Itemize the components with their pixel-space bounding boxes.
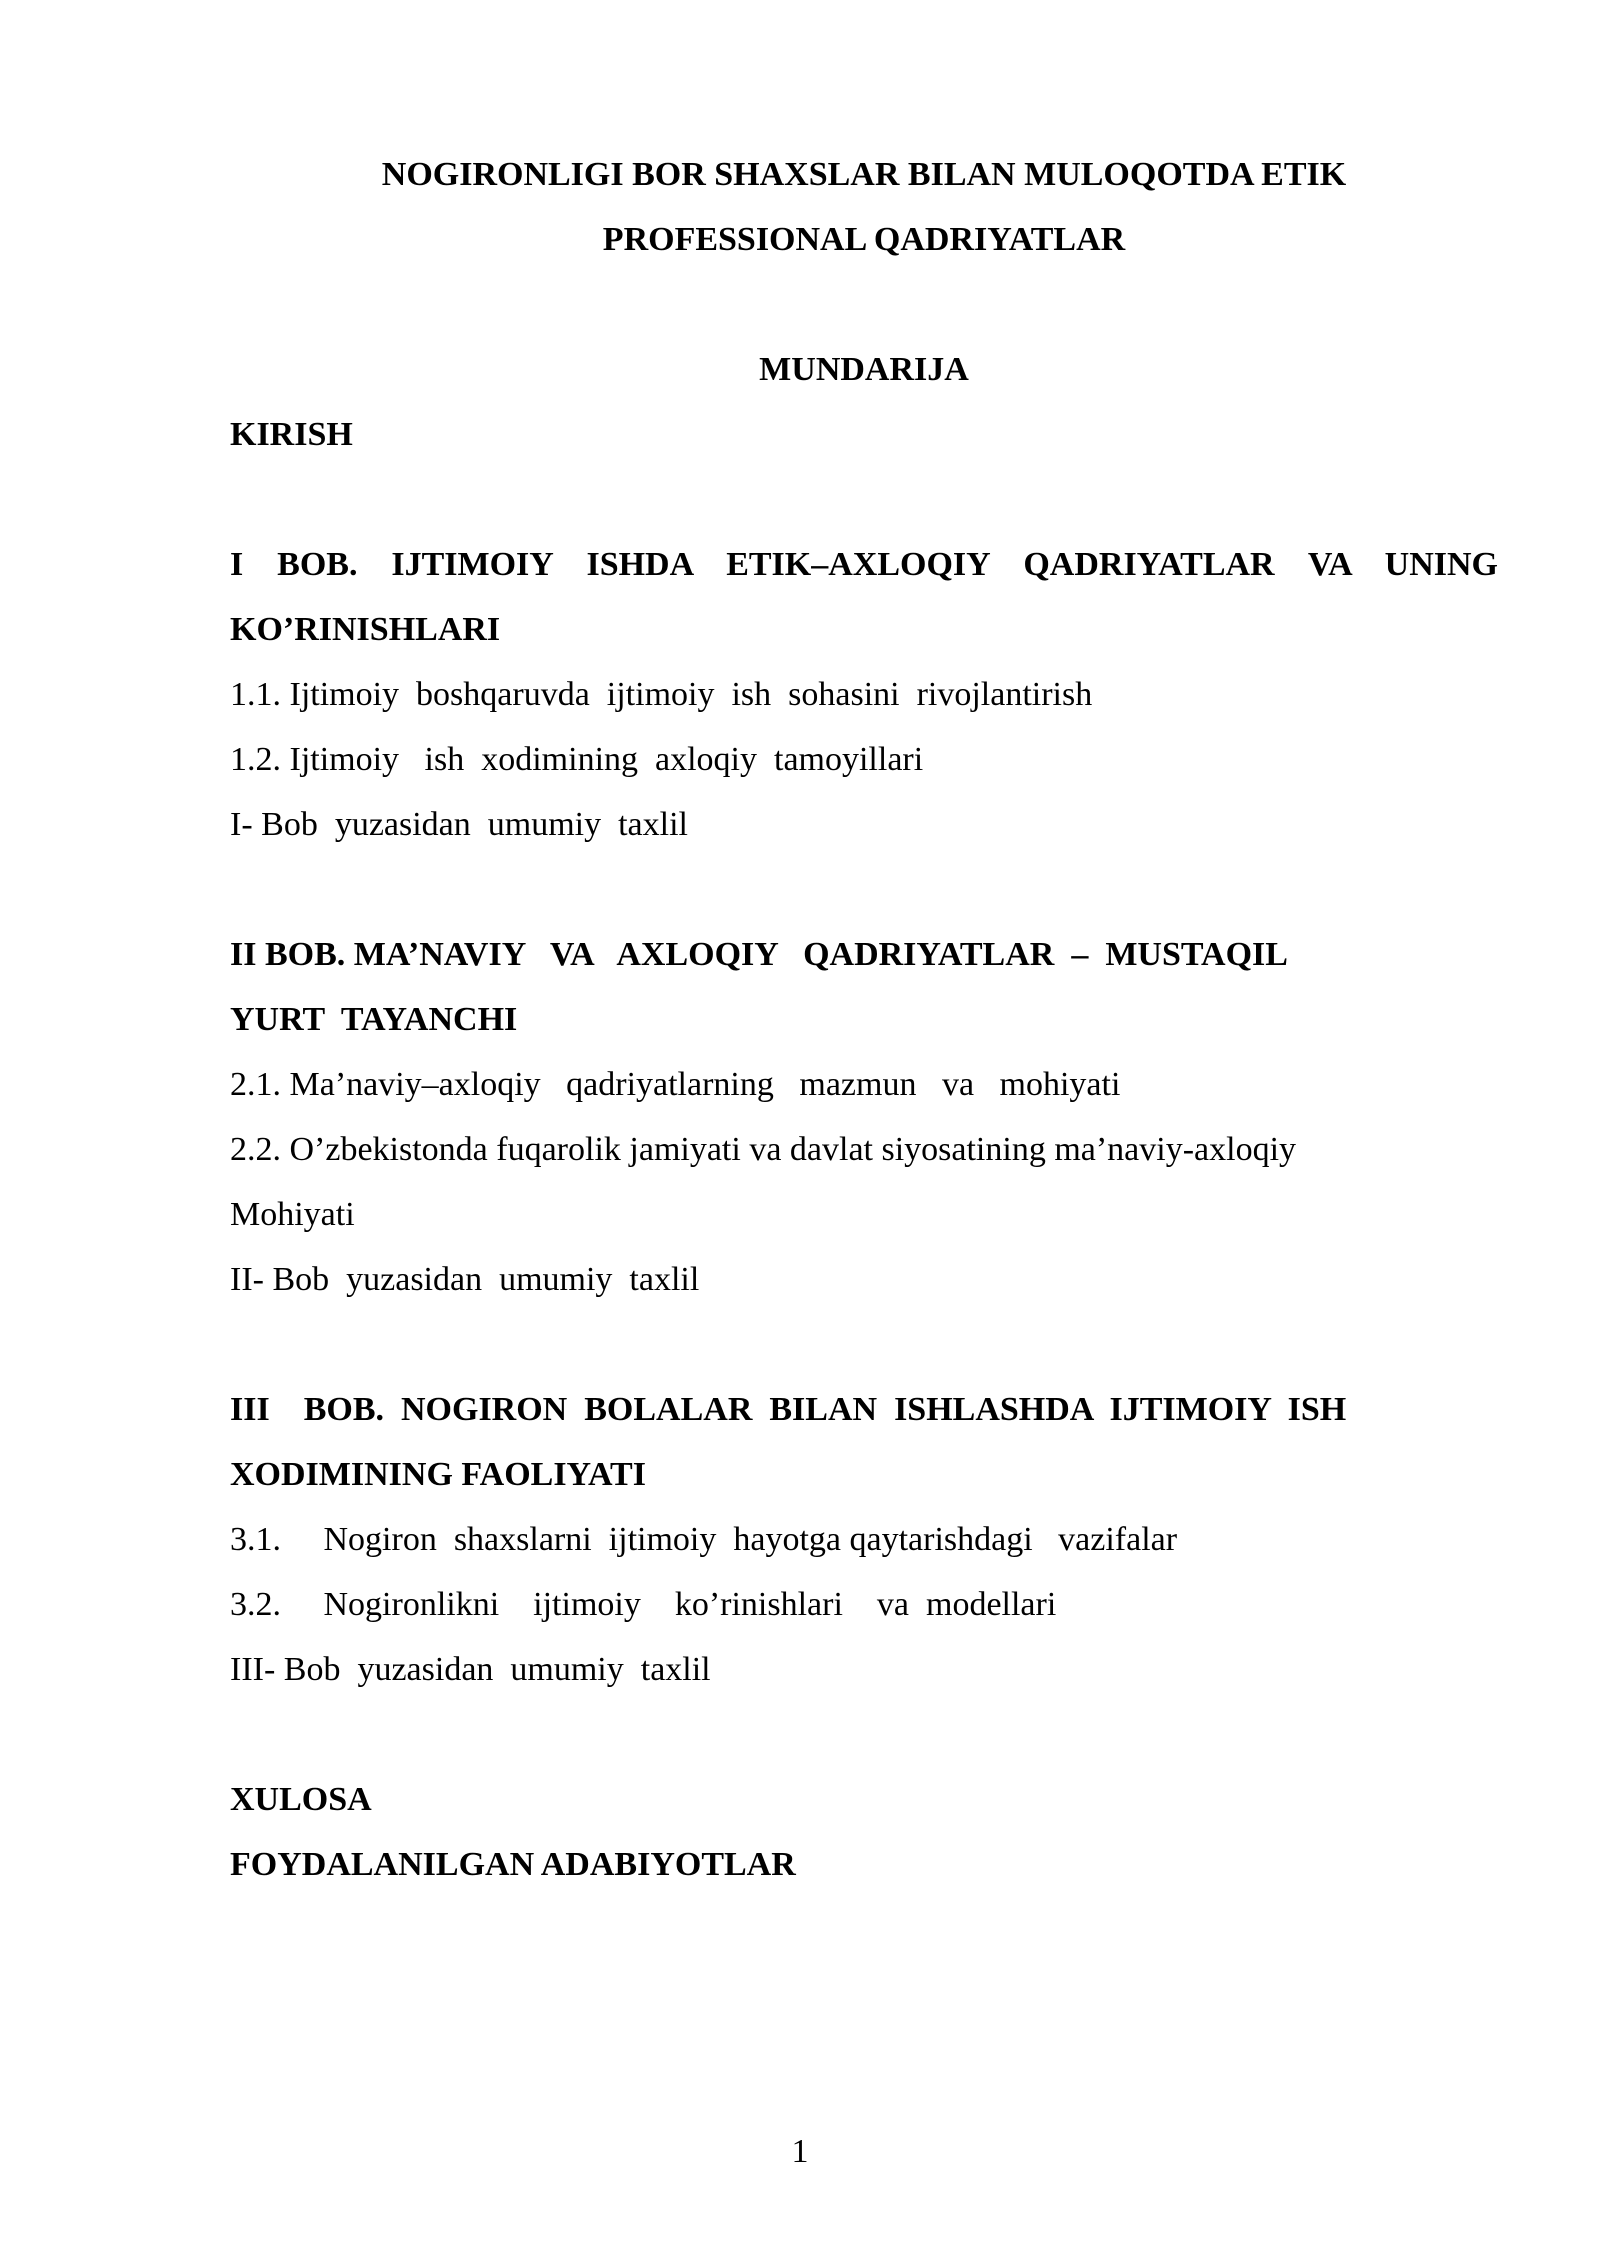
chapter-3-item: III- Bob yuzasidan umumiy taxlil [230, 1651, 711, 1688]
chapter-3-heading-line-2: XODIMINING FAOLIYATI [230, 1456, 646, 1493]
chapter-2-item: Mohiyati [230, 1196, 355, 1233]
chapter-3-heading-line-1: III BOB. NOGIRON BOLALAR BILAN ISHLASHDA IJTIMOIY ISH [230, 1391, 1347, 1428]
chapter-1-item: 1.2. Ijtimoiy ish xodimining axloqiy tamoyillari [230, 741, 924, 778]
toc-heading: MUNDARIJA [759, 351, 969, 388]
toc-conclusion: XULOSA [230, 1781, 372, 1818]
chapter-3-item: 3.2. Nogironlikni ijtimoiy ko’rinishlari va modellari [230, 1586, 1057, 1623]
document-title-line-2: PROFESSIONAL QADRIYATLAR [602, 221, 1126, 258]
chapter-1-heading-line-2: KO’RINISHLARI [230, 611, 501, 648]
chapter-3-item: 3.1. Nogiron shaxslarni ijtimoiy hayotga qaytarishdagi vazifalar [230, 1521, 1178, 1558]
toc-references: FOYDALANILGAN ADABIYOTLAR [230, 1846, 796, 1883]
chapter-1-item: 1.1. Ijtimoiy boshqaruvda ijtimoiy ish sohasini rivojlantirish [230, 676, 1093, 713]
chapter-2-item: 2.2. O’zbekistonda fuqarolik jamiyati va davlat siyosatining ma’naviy-axloqiy [230, 1131, 1297, 1168]
chapter-2-item: II- Bob yuzasidan umumiy taxlil [230, 1261, 700, 1298]
chapter-1-item: I- Bob yuzasidan umumiy taxlil [230, 806, 688, 843]
chapter-2-item: 2.1. Ma’naviy–axloqiy qadriyatlarning mazmun va mohiyati [230, 1066, 1121, 1103]
chapter-1-heading-line-1: I BOB. IJTIMOIY ISHDA ETIK–AXLOQIY QADRIYATLAR VA UNING [230, 546, 1498, 583]
toc-intro: KIRISH [230, 416, 353, 453]
chapter-2-heading-line-1: II BOB. MA’NAVIY VA AXLOQIY QADRIYATLAR – MUSTAQIL [230, 936, 1288, 973]
chapter-2-heading-line-2: YURT TAYANCHI [230, 1001, 518, 1038]
page-number: 1 [791, 2133, 809, 2170]
document-title-line-1: NOGIRONLIGI BOR SHAXSLAR BILAN MULOQOTDA ETIK [381, 156, 1347, 193]
